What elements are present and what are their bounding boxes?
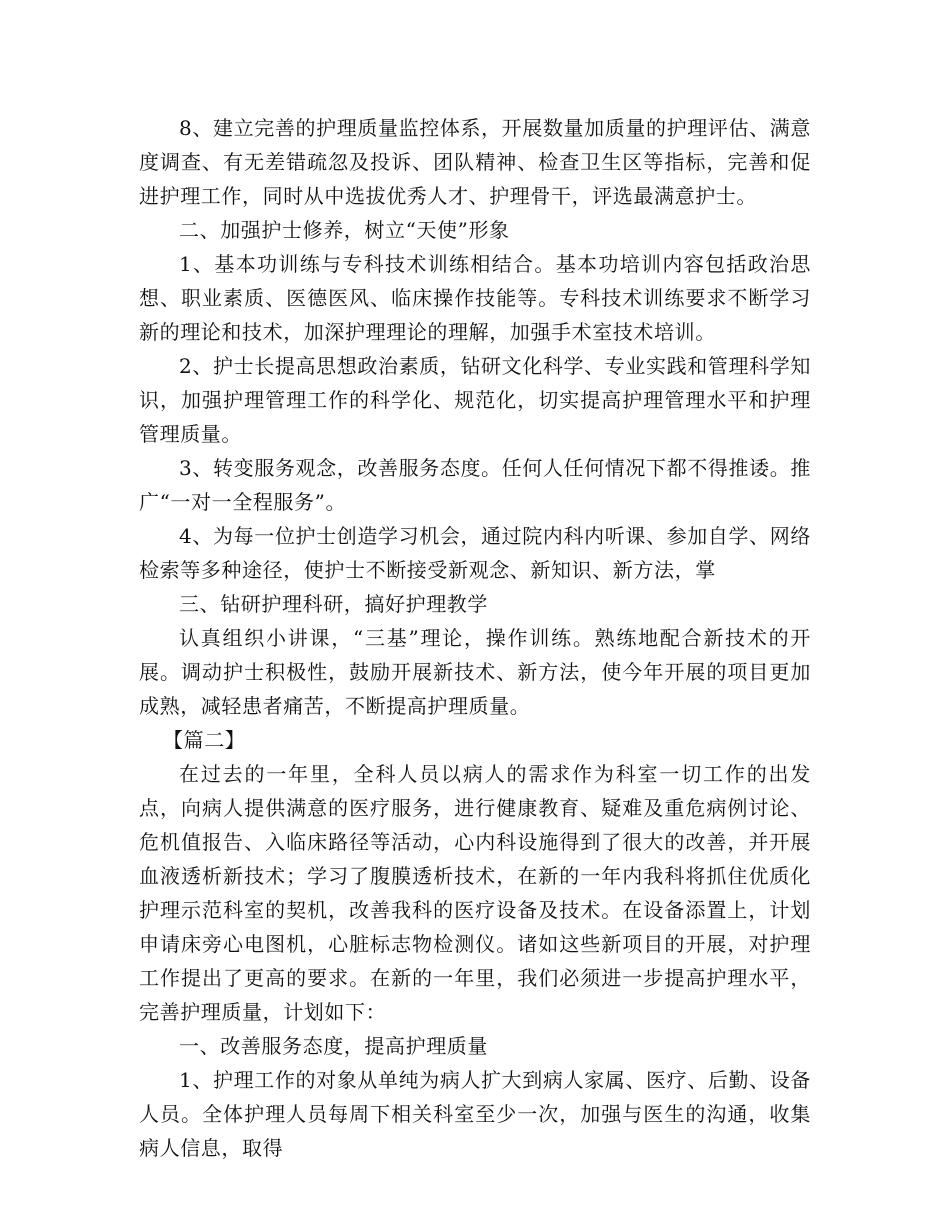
- paragraph-item-1-training: 1、基本功训练与专科技术训练相结合。基本功培训内容包括政治思想、职业素质、医德医风、临床操作技能等。专科技术训练要求不断学习新的理论和技术，加深护理理论的理解，加强手术室技术培训。: [139, 252, 811, 344]
- document-body: [139, 111, 811, 1165]
- paragraph-item-2-head-nurse: 2、护士长提高思想政治素质，钻研文化科学、专业实践和管理科学知识，加强护理管理工作的科学化、规范化，切实提高护理管理水平和护理管理质量。: [139, 354, 811, 446]
- section-heading-three: 三、钻研护理科研，搞好护理教学: [179, 592, 488, 616]
- paragraph-item-1-scope: 1、护理工作的对象从单纯为病人扩大到病人家属、医疗、后勤、设备人员。全体护理人员每周下相关科室至少一次，加强与医生的沟通，收集病人信息，取得: [139, 1068, 811, 1160]
- paragraph-item-4-learning: 4、为每一位护士创造学习机会，通过院内科内听课、参加自学、网络检索等多种途径，使护士不断接受新观念、新知识、新方法，掌: [139, 524, 811, 582]
- part-two-marker: 【篇二】: [163, 728, 246, 752]
- paragraph-item-8-quality-monitoring: 8、建立完善的护理质量监控体系，开展数量加质量的护理评估、满意度调查、有无差错疏忽及投诉、团队精神、检查卫生区等指标，完善和促进护理工作，同时从中选拔优秀人才、护理骨干，评选最满意护士。: [139, 116, 811, 208]
- paragraph-item-3-service: 3、转变服务观念，改善服务态度。任何人任何情况下都不得推诿。推广“一对一全程服务”。: [139, 456, 811, 514]
- section-heading-two: 二、加强护士修养，树立“天使”形象: [179, 218, 510, 242]
- paragraph-teaching: 认真组织小讲课，“三基”理论，操作训练。熟练地配合新技术的开展。调动护士积极性，鼓励开展新技术、新方法，使今年开展的项目更加成熟，减轻患者痛苦，不断提高护理质量。: [139, 626, 811, 718]
- section-heading-one: 一、改善服务态度，提高护理质量: [179, 1034, 488, 1058]
- paragraph-past-year: 在过去的一年里，全科人员以病人的需求作为科室一切工作的出发点，向病人提供满意的医疗服务，进行健康教育、疑难及重危病例讨论、危机值报告、入临床路径等活动，心内科设施得到了很大的改善，并开展血液透析新技术；学习了腹膜透析技术，在新的一年内我科将抓住优质化护理示范科室的契机，改善我科的医疗设备及技术。在设备添置上，计划申请床旁心电图机，心脏标志物检测仪。诸如这些新项目的开展，对护理工作提出了更高的要求。在新的一年里，我们必须进一步提高护理水平，完善护理质量，计划如下：: [139, 762, 811, 1024]
